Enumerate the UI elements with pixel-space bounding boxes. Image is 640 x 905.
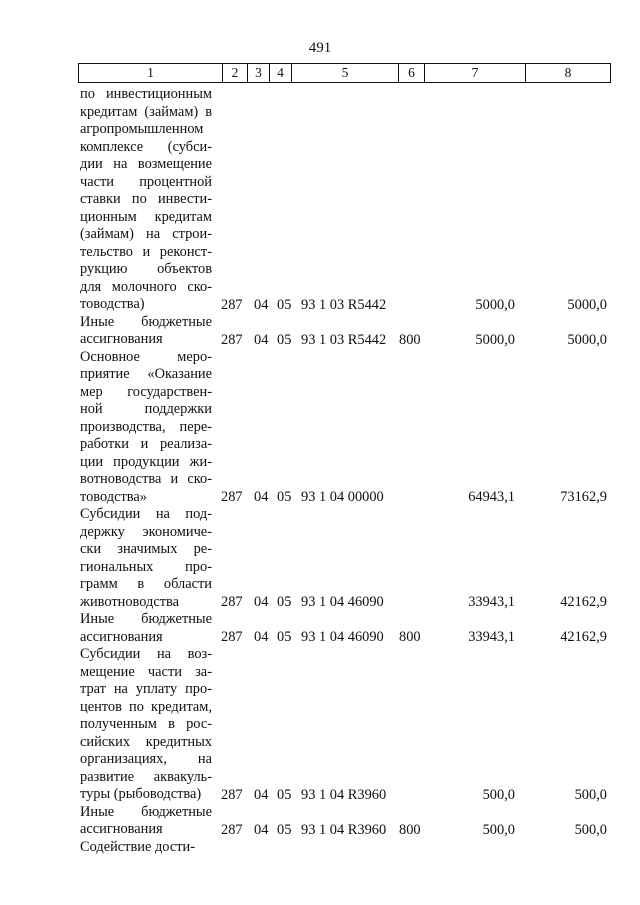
description-line: Основное меро- <box>80 348 212 365</box>
description-line: грамм в области <box>80 576 212 592</box>
expense-type-code: 800 <box>399 629 421 645</box>
target-article-code: 93 1 04 R3960 <box>301 821 387 838</box>
description-line: по инвестиционным <box>80 86 212 102</box>
row-codes <box>0 786 640 804</box>
grbs-code: 287 <box>221 594 243 610</box>
description-line: ставки по инвести- <box>80 191 212 207</box>
header-col-7: 7 <box>425 64 526 82</box>
description-line: ционным кредитам <box>80 208 212 225</box>
target-article-code: 93 1 04 46090 <box>301 629 384 645</box>
table-body <box>0 86 640 856</box>
description-line: Иные бюджетные <box>80 803 212 820</box>
row-description <box>80 646 212 804</box>
subsection-code: 05 <box>277 786 292 803</box>
amount-year-1: 64943,1 <box>468 489 515 505</box>
amount-year-1: 33943,1 <box>468 629 515 645</box>
description-line: полученным в рос- <box>80 716 212 732</box>
description-line: мещение части за- <box>80 663 212 680</box>
description-line: ассигнования <box>80 821 163 837</box>
amount-year-1: 500,0 <box>482 786 515 803</box>
section-code: 04 <box>254 594 269 610</box>
subsection-code: 05 <box>277 489 292 505</box>
grbs-code: 287 <box>221 629 243 645</box>
subsection-code: 05 <box>277 296 292 313</box>
description-line: производства, пере- <box>80 418 212 435</box>
description-line: рукцию объектов <box>80 261 212 277</box>
target-article-code: 93 1 03 R5442 <box>301 331 387 348</box>
description-line: организациях, на <box>80 751 212 767</box>
amount-year-2: 500,0 <box>574 821 607 838</box>
description-line: комплексе (субси- <box>80 138 212 155</box>
row-description <box>80 86 212 314</box>
table-row <box>0 86 640 314</box>
header-col-2: 2 <box>223 64 248 82</box>
section-code: 04 <box>254 629 269 645</box>
description-line: сийских кредитных <box>80 733 212 750</box>
header-col-8: 8 <box>564 65 572 80</box>
section-code: 04 <box>254 786 269 803</box>
description-line: животноводства <box>80 593 179 610</box>
description-line: Субсидии на под- <box>80 506 212 522</box>
section-code: 04 <box>254 821 269 838</box>
row-codes <box>0 838 640 856</box>
row-codes <box>0 821 640 839</box>
grbs-code: 287 <box>221 786 243 803</box>
amount-year-1: 5000,0 <box>475 331 515 348</box>
table-row <box>0 611 640 646</box>
amount-year-1: 33943,1 <box>468 594 515 610</box>
section-code: 04 <box>254 296 269 313</box>
grbs-code: 287 <box>221 331 243 348</box>
target-article-code: 93 1 04 46090 <box>301 594 384 610</box>
header-col-6: 6 <box>399 64 425 82</box>
row-codes <box>0 331 640 349</box>
description-line: туры (рыбоводства) <box>80 786 202 802</box>
description-line: тельство и реконст- <box>80 243 212 260</box>
target-article-code: 93 1 04 00000 <box>301 489 384 505</box>
table-row <box>0 349 640 507</box>
grbs-code: 287 <box>221 489 243 505</box>
amount-year-1: 5000,0 <box>475 296 515 313</box>
description-line: товодства) <box>80 296 145 312</box>
target-article-code: 93 1 04 R3960 <box>301 786 387 803</box>
subsection-code: 05 <box>277 821 292 838</box>
row-codes <box>0 593 640 611</box>
row-codes <box>0 488 640 506</box>
description-line: части процентной <box>80 173 212 190</box>
description-line: развитие аквакуль- <box>80 768 212 785</box>
description-line: вотноводства и ско- <box>80 471 212 487</box>
description-line: Содействие дости- <box>80 838 195 855</box>
amount-year-2: 42162,9 <box>560 629 607 645</box>
subsection-code: 05 <box>277 629 292 645</box>
header-col-4: 4 <box>270 64 292 82</box>
expense-type-code: 800 <box>399 821 421 838</box>
description-line: гиональных про- <box>80 558 212 575</box>
row-codes <box>0 296 640 314</box>
row-codes <box>0 628 640 646</box>
description-line: ции продукции жи- <box>80 453 212 470</box>
subsection-code: 05 <box>277 331 292 348</box>
header-col-5: 5 <box>292 64 399 82</box>
description-line: Иные бюджетные <box>80 313 212 330</box>
description-line: кредитам (займам) в <box>80 103 212 120</box>
amount-year-2: 73162,9 <box>560 489 607 505</box>
description-line: ассигнования <box>80 628 163 645</box>
table-row <box>0 804 640 839</box>
expense-type-code: 800 <box>399 331 421 348</box>
description-line: агропромышленном <box>80 121 204 137</box>
table-row <box>0 314 640 349</box>
description-line: центов по кредитам, <box>80 698 212 715</box>
table-row <box>0 646 640 804</box>
description-line: работки и реализа- <box>80 436 212 452</box>
description-line: для молочного ско- <box>80 278 212 295</box>
description-line: держку экономиче- <box>80 523 212 540</box>
target-article-code: 93 1 03 R5442 <box>301 296 387 313</box>
description-line: мер государствен- <box>80 383 212 400</box>
amount-year-2: 500,0 <box>574 786 607 803</box>
amount-year-2: 5000,0 <box>567 296 607 313</box>
table-header <box>78 63 611 83</box>
description-line: ассигнования <box>80 331 163 347</box>
page-number: 491 <box>308 40 332 56</box>
grbs-code: 287 <box>221 821 243 838</box>
grbs-code: 287 <box>221 296 243 313</box>
description-line: (займам) на строи- <box>80 226 212 242</box>
section-code: 04 <box>254 489 269 505</box>
subsection-code: 05 <box>277 594 292 610</box>
description-line: товодства» <box>80 488 147 505</box>
description-line: трат на уплату про- <box>80 681 212 697</box>
section-code: 04 <box>254 331 269 348</box>
header-col-1: 1 <box>79 64 223 82</box>
description-line: ски значимых ре- <box>80 541 212 557</box>
amount-year-2: 5000,0 <box>567 331 607 348</box>
table-row <box>0 839 640 857</box>
description-line: Иные бюджетные <box>80 611 212 627</box>
amount-year-1: 500,0 <box>482 821 515 838</box>
description-line: приятие «Оказание <box>80 366 212 382</box>
description-line: Субсидии на воз- <box>80 646 212 662</box>
table-row <box>0 506 640 611</box>
description-line: ной поддержки <box>80 401 212 417</box>
description-line: дии на возмещение <box>80 156 212 172</box>
header-col-3: 3 <box>248 64 270 82</box>
amount-year-2: 42162,9 <box>560 594 607 610</box>
row-description <box>80 349 212 507</box>
